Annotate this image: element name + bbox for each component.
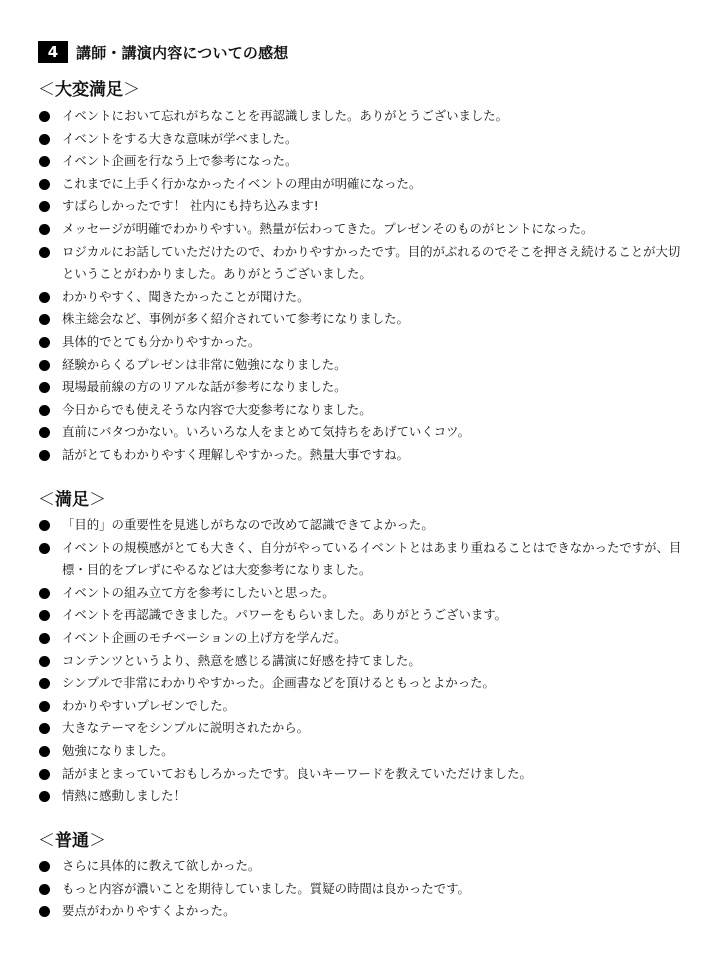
- bullet-icon: [39, 201, 50, 212]
- bullet-icon: [39, 382, 50, 393]
- bullet-icon: [39, 701, 50, 712]
- list-item: イベント企画のモチベーションの上げ方を学んだ。: [38, 627, 688, 650]
- bullet-icon: [39, 134, 50, 145]
- bullet-icon: [39, 723, 50, 734]
- list-item: 情熱に感動しました！: [38, 785, 688, 808]
- list-item: さらに具体的に教えて欲しかった。: [38, 855, 688, 878]
- bullet-icon: [39, 769, 50, 780]
- bullet-icon: [39, 314, 50, 325]
- bullet-icon: [39, 543, 50, 554]
- section-label: 普通: [55, 831, 89, 851]
- bullet-icon: [39, 678, 50, 689]
- list-item: これまでに上手く行かなかったイベントの理由が明確になった。: [38, 173, 688, 196]
- list-item: 勉強になりました。: [38, 740, 688, 763]
- list-item: イベントにおいて忘れがちなことを再認識しました。ありがとうございました。: [38, 105, 688, 128]
- bullet-icon: [39, 156, 50, 167]
- heading-title: 講師・講演内容についての感想: [76, 43, 289, 62]
- list-item: イベントをする大きな意味が学べました。: [38, 128, 688, 151]
- section-title-very-satisfied: ＜大変満足＞: [38, 80, 140, 100]
- section-heading: [38, 41, 289, 63]
- bullet-icon: [39, 427, 50, 438]
- bullet-icon: [39, 292, 50, 303]
- list-item: 経験からくるプレゼンは非常に勉強になりました。: [38, 354, 688, 377]
- list-item: 話がまとまっていておもしろかったです。良いキーワードを教えていただけました。: [38, 763, 688, 786]
- list-item: 「目的」の重要性を見逃しがちなので改めて認識できてよかった。: [38, 514, 688, 537]
- list-item: ロジカルにお話していただけたので、わかりやすかったです。目的がぶれるのでそこを押さえ続けることが大切ということがわかりました。ありがとうございました。: [38, 241, 688, 286]
- list-item: 具体的でとても分かりやすかった。: [38, 331, 688, 354]
- comment-list-satisfied: [38, 514, 688, 808]
- bullet-icon: [39, 450, 50, 461]
- section-title-neutral: ＜普通＞: [38, 831, 106, 851]
- list-item: イベントの規模感がとても大きく、自分がやっているイベントとはあまり重ねることはできなかったですが、目標・目的をブレずにやるなどは大変参考になりました。: [38, 537, 688, 582]
- bullet-icon: [39, 610, 50, 621]
- bullet-icon: [39, 247, 50, 258]
- bullet-icon: [39, 746, 50, 757]
- list-item: イベントを再認識できました。パワーをもらいました。ありがとうございます。: [38, 604, 688, 627]
- section-label: 大変満足: [55, 80, 123, 100]
- bullet-icon: [39, 224, 50, 235]
- bullet-icon: [39, 405, 50, 416]
- list-item: 株主総会など、事例が多く紹介されていて参考になりました。: [38, 308, 688, 331]
- list-item: イベントの組み立て方を参考にしたいと思った。: [38, 582, 688, 605]
- list-item: 現場最前線の方のリアルな話が参考になりました。: [38, 376, 688, 399]
- bullet-icon: [39, 861, 50, 872]
- bullet-icon: [39, 588, 50, 599]
- list-item: わかりやすいプレゼンでした。: [38, 695, 688, 718]
- bullet-icon: [39, 360, 50, 371]
- bullet-icon: [39, 791, 50, 802]
- list-item: 話がとてもわかりやすく理解しやすかった。熱量大事ですね。: [38, 444, 688, 467]
- list-item: 大きなテーマをシンプルに説明されたから。: [38, 717, 688, 740]
- list-item: わかりやすく、聞きたかったことが聞けた。: [38, 286, 688, 309]
- list-item: イベント企画を行なう上で参考になった。: [38, 150, 688, 173]
- heading-number-badge: 4: [38, 41, 68, 63]
- list-item: 要点がわかりやすくよかった。: [38, 900, 688, 923]
- bullet-icon: [39, 633, 50, 644]
- comment-list-neutral: [38, 855, 688, 923]
- bullet-icon: [39, 111, 50, 122]
- bullet-icon: [39, 179, 50, 190]
- bullet-icon: [39, 656, 50, 667]
- comment-list-very-satisfied: [38, 105, 688, 467]
- bullet-icon: [39, 520, 50, 531]
- list-item: シンプルで非常にわかりやすかった。企画書などを頂けるともっとよかった。: [38, 672, 688, 695]
- list-item: コンテンツというより、熱意を感じる講演に好感を持てました。: [38, 650, 688, 673]
- list-item: すばらしかったです！ 社内にも持ち込みます!: [38, 195, 688, 218]
- section-label: 満足: [55, 490, 89, 510]
- bullet-icon: [39, 337, 50, 348]
- list-item: 今日からでも使えそうな内容で大変参考になりました。: [38, 399, 688, 422]
- list-item: メッセージが明確でわかりやすい。熱量が伝わってきた。プレゼンそのものがヒントになった。: [38, 218, 688, 241]
- section-title-satisfied: ＜満足＞: [38, 490, 106, 510]
- bullet-icon: [39, 884, 50, 895]
- bullet-icon: [39, 906, 50, 917]
- list-item: 直前にバタつかない。いろいろな人をまとめて気持ちをあげていくコツ。: [38, 421, 688, 444]
- list-item: もっと内容が濃いことを期待していました。質疑の時間は良かったです。: [38, 878, 688, 901]
